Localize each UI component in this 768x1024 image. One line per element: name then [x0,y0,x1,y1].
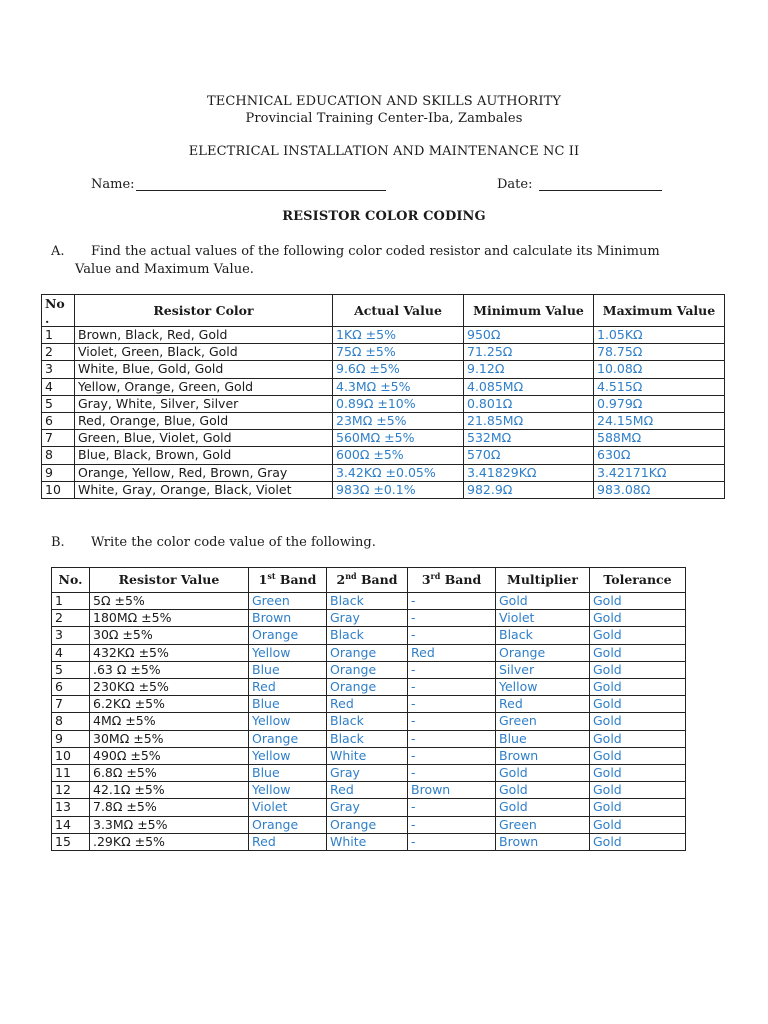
table-row [52,765,686,782]
cell-tolerance: Gold [590,782,686,799]
cell-no: 3 [42,361,75,378]
cell-multiplier: Green [496,713,590,730]
table-row [52,833,686,850]
cell-tolerance: Gold [590,593,686,610]
cell-3rd-band: - [408,799,496,816]
col-header-resistor-value: Resistor Value [90,568,249,593]
part-a-instruction-line2: Value and Maximum Value. [75,262,254,277]
cell-resistor-value: 42.1Ω ±5% [90,782,249,799]
page-title: RESISTOR COLOR CODING [282,209,486,224]
cell-actual-value: 4.3MΩ ±5% [333,378,464,395]
cell-no: 9 [42,464,75,481]
cell-resistor-color: Red, Orange, Blue, Gold [75,413,333,430]
cell-2nd-band: Red [327,696,408,713]
table-row [42,413,725,430]
cell-1st-band: Brown [249,610,327,627]
cell-2nd-band: Gray [327,610,408,627]
cell-2nd-band: Orange [327,679,408,696]
cell-2nd-band: Red [327,782,408,799]
cell-tolerance: Gold [590,679,686,696]
cell-2nd-band: Black [327,713,408,730]
table-row [42,481,725,498]
band-number: 1 [258,572,268,587]
table-row [52,610,686,627]
cell-1st-band: Blue [249,696,327,713]
cell-2nd-band: White [327,747,408,764]
part-a-letter: A. [51,244,65,259]
band-ordinal-suffix: rd [430,570,441,581]
part-b-letter: B. [51,535,65,550]
cell-multiplier: Brown [496,833,590,850]
cell-1st-band: Violet [249,799,327,816]
cell-no: 5 [42,395,75,412]
col-header-no: No. [52,568,90,593]
cell-3rd-band: - [408,765,496,782]
table-row [52,644,686,661]
table-row [42,378,725,395]
cell-minimum-value: 21.85MΩ [464,413,594,430]
part-b-instruction: Write the color code value of the following. [91,535,376,550]
cell-no: 6 [42,413,75,430]
cell-minimum-value: 950Ω [464,327,594,344]
resistor-value-table [41,294,725,499]
cell-tolerance: Gold [590,747,686,764]
band-ordinal-suffix: nd [345,570,357,581]
cell-tolerance: Gold [590,730,686,747]
cell-actual-value: 983Ω ±0.1% [333,481,464,498]
cell-3rd-band: - [408,833,496,850]
cell-no: 10 [42,481,75,498]
course-title: ELECTRICAL INSTALLATION AND MAINTENANCE NC II [188,144,580,159]
cell-no: 6 [52,679,90,696]
cell-no: 1 [42,327,75,344]
cell-no: 4 [42,378,75,395]
cell-resistor-value: 3.3MΩ ±5% [90,816,249,833]
band-number: 3 [421,572,431,587]
cell-resistor-value: 4MΩ ±5% [90,713,249,730]
cell-maximum-value: 630Ω [594,447,725,464]
cell-resistor-color: Gray, White, Silver, Silver [75,395,333,412]
cell-actual-value: 75Ω ±5% [333,344,464,361]
cell-no: 7 [52,696,90,713]
col-header-actual-value: Actual Value [333,295,464,327]
cell-minimum-value: 532MΩ [464,430,594,447]
cell-no: 2 [52,610,90,627]
band-word: Band [279,572,317,587]
cell-resistor-color: Violet, Green, Black, Gold [75,344,333,361]
part-a-instruction-line1: Find the actual values of the following color coded resistor and calculate its Minimum [91,244,660,259]
table-row [52,799,686,816]
cell-minimum-value: 0.801Ω [464,395,594,412]
table-row [52,713,686,730]
band-word: Band [360,572,398,587]
table-row [42,395,725,412]
table-row [52,593,686,610]
cell-multiplier: Red [496,696,590,713]
table-row [52,816,686,833]
table-row [42,430,725,447]
cell-2nd-band: Black [327,627,408,644]
cell-no: 12 [52,782,90,799]
cell-tolerance: Gold [590,833,686,850]
col-header-2nd-band [327,568,408,593]
cell-2nd-band: Black [327,593,408,610]
cell-3rd-band: - [408,627,496,644]
cell-3rd-band: Brown [408,782,496,799]
cell-3rd-band: - [408,747,496,764]
cell-3rd-band: - [408,679,496,696]
table-header-row [42,295,725,327]
table-row [42,327,725,344]
cell-3rd-band: - [408,730,496,747]
col-header-minimum-value: Minimum Value [464,295,594,327]
cell-no: 11 [52,765,90,782]
cell-minimum-value: 4.085MΩ [464,378,594,395]
cell-multiplier: Gold [496,782,590,799]
training-center: Provincial Training Center-Iba, Zambales [245,111,523,126]
cell-1st-band: Yellow [249,747,327,764]
table-row [42,447,725,464]
band-number: 2 [336,572,346,587]
cell-tolerance: Gold [590,799,686,816]
col-header-resistor-color: Resistor Color [75,295,333,327]
cell-tolerance: Gold [590,644,686,661]
cell-1st-band: Blue [249,661,327,678]
authority-heading: TECHNICAL EDUCATION AND SKILLS AUTHORITY [206,94,562,109]
cell-no: 3 [52,627,90,644]
cell-tolerance: Gold [590,610,686,627]
cell-1st-band: Yellow [249,713,327,730]
cell-no: 5 [52,661,90,678]
cell-3rd-band: - [408,593,496,610]
cell-1st-band: Orange [249,730,327,747]
cell-2nd-band: White [327,833,408,850]
cell-3rd-band: - [408,661,496,678]
cell-resistor-color: Brown, Black, Red, Gold [75,327,333,344]
col-header-no: No . [42,295,75,327]
cell-multiplier: Silver [496,661,590,678]
cell-no: 9 [52,730,90,747]
cell-no: 2 [42,344,75,361]
table-row [52,696,686,713]
cell-resistor-value: 30MΩ ±5% [90,730,249,747]
cell-tolerance: Gold [590,765,686,782]
color-code-table [51,567,686,851]
cell-actual-value: 600Ω ±5% [333,447,464,464]
table-header-row [52,568,686,593]
col-header-multiplier: Multiplier [496,568,590,593]
cell-no: 13 [52,799,90,816]
cell-minimum-value: 570Ω [464,447,594,464]
cell-multiplier: Gold [496,799,590,816]
cell-actual-value: 0.89Ω ±10% [333,395,464,412]
cell-multiplier: Green [496,816,590,833]
cell-resistor-color: Green, Blue, Violet, Gold [75,430,333,447]
cell-actual-value: 23MΩ ±5% [333,413,464,430]
cell-resistor-value: 490Ω ±5% [90,747,249,764]
cell-resistor-value: 230KΩ ±5% [90,679,249,696]
cell-resistor-value: 6.8Ω ±5% [90,765,249,782]
date-blank-line [539,190,662,191]
cell-maximum-value: 24.15MΩ [594,413,725,430]
cell-tolerance: Gold [590,713,686,730]
cell-resistor-value: 432KΩ ±5% [90,644,249,661]
cell-2nd-band: Orange [327,661,408,678]
cell-resistor-color: Orange, Yellow, Red, Brown, Gray [75,464,333,481]
cell-1st-band: Yellow [249,644,327,661]
cell-1st-band: Blue [249,765,327,782]
cell-no: 7 [42,430,75,447]
col-header-tolerance: Tolerance [590,568,686,593]
cell-resistor-value: 7.8Ω ±5% [90,799,249,816]
cell-no: 8 [42,447,75,464]
cell-multiplier: Gold [496,765,590,782]
cell-minimum-value: 71.25Ω [464,344,594,361]
cell-multiplier: Blue [496,730,590,747]
date-label: Date: [497,177,533,192]
cell-multiplier: Orange [496,644,590,661]
cell-actual-value: 1KΩ ±5% [333,327,464,344]
cell-resistor-color: Yellow, Orange, Green, Gold [75,378,333,395]
name-blank-line [136,190,386,191]
table-row [52,782,686,799]
cell-multiplier: Yellow [496,679,590,696]
cell-tolerance: Gold [590,816,686,833]
col-header-3rd-band [408,568,496,593]
cell-tolerance: Gold [590,696,686,713]
cell-resistor-color: White, Gray, Orange, Black, Violet [75,481,333,498]
cell-minimum-value: 982.9Ω [464,481,594,498]
table-row [52,679,686,696]
cell-3rd-band: - [408,816,496,833]
cell-maximum-value: 0.979Ω [594,395,725,412]
cell-minimum-value: 9.12Ω [464,361,594,378]
cell-maximum-value: 10.08Ω [594,361,725,378]
cell-1st-band: Yellow [249,782,327,799]
table-row [42,464,725,481]
cell-maximum-value: 983.08Ω [594,481,725,498]
col-header-maximum-value: Maximum Value [594,295,725,327]
cell-multiplier: Gold [496,593,590,610]
cell-1st-band: Red [249,679,327,696]
cell-3rd-band: - [408,696,496,713]
cell-resistor-value: .63 Ω ±5% [90,661,249,678]
cell-2nd-band: Black [327,730,408,747]
table-row [52,627,686,644]
cell-tolerance: Gold [590,627,686,644]
col-header-1st-band [249,568,327,593]
cell-no: 15 [52,833,90,850]
name-label: Name: [91,177,135,192]
cell-maximum-value: 78.75Ω [594,344,725,361]
cell-2nd-band: Orange [327,644,408,661]
cell-1st-band: Green [249,593,327,610]
cell-no: 1 [52,593,90,610]
cell-resistor-color: Blue, Black, Brown, Gold [75,447,333,464]
cell-3rd-band: Red [408,644,496,661]
table-row [52,661,686,678]
cell-resistor-value: 30Ω ±5% [90,627,249,644]
band-word: Band [444,572,482,587]
cell-maximum-value: 4.515Ω [594,378,725,395]
cell-no: 8 [52,713,90,730]
cell-multiplier: Violet [496,610,590,627]
cell-2nd-band: Orange [327,816,408,833]
cell-maximum-value: 588MΩ [594,430,725,447]
cell-1st-band: Orange [249,816,327,833]
cell-resistor-value: 180MΩ ±5% [90,610,249,627]
cell-no: 10 [52,747,90,764]
cell-no: 4 [52,644,90,661]
cell-no: 14 [52,816,90,833]
cell-tolerance: Gold [590,661,686,678]
table-row [42,361,725,378]
cell-2nd-band: Gray [327,799,408,816]
cell-minimum-value: 3.41829KΩ [464,464,594,481]
cell-3rd-band: - [408,610,496,627]
cell-multiplier: Black [496,627,590,644]
cell-actual-value: 560MΩ ±5% [333,430,464,447]
cell-resistor-value: 6.2KΩ ±5% [90,696,249,713]
cell-maximum-value: 3.42171KΩ [594,464,725,481]
cell-maximum-value: 1.05KΩ [594,327,725,344]
table-row [42,344,725,361]
cell-multiplier: Brown [496,747,590,764]
table-row [52,747,686,764]
table-row [52,730,686,747]
cell-resistor-value: .29KΩ ±5% [90,833,249,850]
cell-2nd-band: Gray [327,765,408,782]
cell-1st-band: Orange [249,627,327,644]
cell-resistor-color: White, Blue, Gold, Gold [75,361,333,378]
cell-actual-value: 3.42KΩ ±0.05% [333,464,464,481]
cell-actual-value: 9.6Ω ±5% [333,361,464,378]
cell-3rd-band: - [408,713,496,730]
band-ordinal-suffix: st [267,570,276,581]
cell-resistor-value: 5Ω ±5% [90,593,249,610]
cell-1st-band: Red [249,833,327,850]
